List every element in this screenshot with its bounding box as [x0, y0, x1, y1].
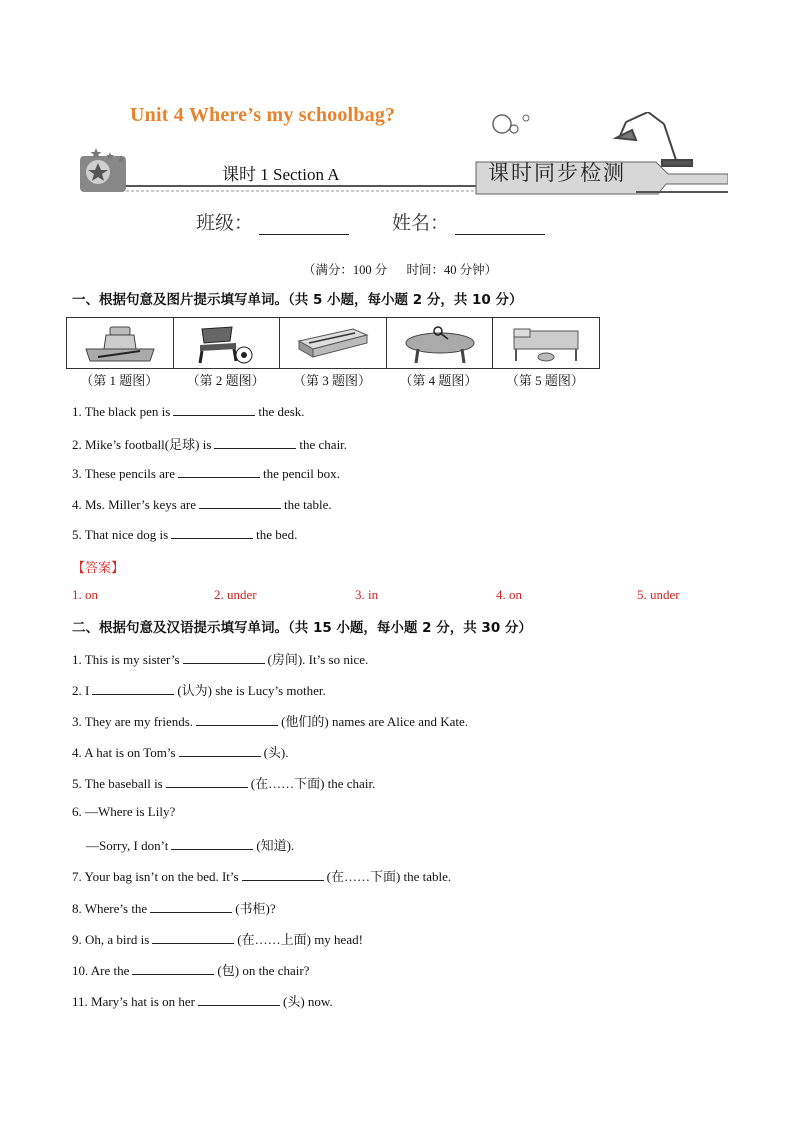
s2-question-3: 3. They are my friends. (他们的) names are Alice and Kate. — [72, 714, 469, 729]
answer-5: 5. under — [637, 587, 680, 602]
name-blank[interactable] — [455, 214, 545, 235]
s2-question-4: 4. A hat is on Tom’s (头). — [72, 745, 289, 760]
s2-question-11: 11. Mary’s hat is on her (头) now. — [72, 994, 333, 1009]
s2-question-9: 9. Oh, a bird is (在……上面) my head! — [72, 932, 363, 947]
s2-question-10: 10. Are the (包) on the chair? — [72, 963, 310, 978]
picture-cell-3 — [280, 318, 387, 368]
answer-blank[interactable] — [166, 775, 248, 788]
answer-blank[interactable] — [173, 403, 255, 416]
s1-question-5: 5. That nice dog is the bed. — [72, 527, 298, 542]
answer-blank[interactable] — [178, 465, 260, 478]
name-label: 姓名： — [392, 212, 450, 234]
section2-heading: 二、根据句意及汉语提示填写单词。（共 15 小题，每小题 2 分，共 30 分） — [72, 620, 532, 636]
lesson-title: 课时 1 Section A — [222, 165, 340, 184]
s2-question-2: 2. I (认为) she is Lucy’s mother. — [72, 683, 326, 698]
answer-2: 2. under — [214, 587, 257, 602]
picture-table — [66, 317, 600, 369]
caption-1: （第 1 题图） — [80, 373, 159, 388]
full-score: （满分：100 分 — [302, 263, 388, 277]
picture-captions — [66, 370, 598, 389]
badge-title: 课时同步检测 — [488, 161, 626, 185]
class-blank[interactable] — [259, 214, 349, 235]
answer-blank[interactable] — [171, 526, 253, 539]
answer-blank[interactable] — [152, 931, 234, 944]
picture-cell-5 — [493, 318, 599, 368]
s2-question-6-reply: —Sorry, I don’t (知道). — [86, 838, 295, 853]
caption-2: （第 2 题图） — [186, 373, 265, 388]
s2-question-6: 6. —Where is Lily? — [72, 804, 176, 819]
star-badge-icon — [80, 148, 126, 192]
caption-3: （第 3 题图） — [293, 373, 372, 388]
class-label: 班级： — [196, 212, 254, 234]
picture-cell-2 — [174, 318, 281, 368]
pencil-box-picture — [293, 321, 373, 365]
picture-cell-4 — [387, 318, 494, 368]
s2-question-8: 8. Where’s the (书柜)? — [72, 901, 276, 916]
name-field — [392, 208, 545, 235]
answer-blank[interactable] — [171, 837, 253, 850]
score-info — [0, 260, 800, 278]
header-banner — [76, 112, 728, 198]
desk-lamp-icon — [616, 112, 692, 166]
answer-blank[interactable] — [242, 868, 324, 881]
answer-blank[interactable] — [92, 682, 174, 695]
keys-table-picture — [400, 321, 480, 365]
class-field — [196, 208, 349, 235]
s1-question-2: 2. Mike’s football(足球) is the chair. — [72, 437, 348, 452]
answer-label: 【答案】 — [72, 560, 125, 575]
answer-3: 3. in — [355, 587, 379, 602]
dog-bed-picture — [506, 321, 586, 365]
s1-question-4: 4. Ms. Miller’s keys are the table. — [72, 497, 332, 512]
s2-question-5: 5. The baseball is (在……下面) the chair. — [72, 776, 376, 791]
picture-cell-1 — [67, 318, 174, 368]
answer-blank[interactable] — [214, 436, 296, 449]
chair-football-picture — [186, 321, 266, 365]
answer-blank[interactable] — [183, 651, 265, 664]
s1-question-3: 3. These pencils are the pencil box. — [72, 466, 340, 481]
answer-blank[interactable] — [198, 993, 280, 1006]
answer-blank[interactable] — [132, 962, 214, 975]
caption-5: （第 5 题图） — [505, 373, 584, 388]
time-limit: 时间：40 分钟） — [406, 263, 498, 277]
s1-question-1: 1. The black pen is the desk. — [72, 404, 305, 419]
s2-question-1: 1. This is my sister’s (房间). It’s so nice. — [72, 652, 369, 667]
answer-blank[interactable] — [199, 496, 281, 509]
s2-question-7: 7. Your bag isn’t on the bed. It’s (在……下面) the table. — [72, 869, 452, 884]
bubble-icon — [493, 115, 511, 133]
answer-1: 1. on — [72, 587, 98, 602]
answer-blank[interactable] — [150, 900, 232, 913]
inkwell-desk-picture — [80, 321, 160, 365]
caption-4: （第 4 题图） — [399, 373, 478, 388]
answer-4: 4. on — [496, 587, 522, 602]
section1-heading: 一、根据句意及图片提示填写单词。（共 5 小题，每小题 2 分，共 10 分） — [72, 292, 523, 308]
answer-blank[interactable] — [196, 713, 278, 726]
answer-blank[interactable] — [179, 744, 261, 757]
unit-title: Unit 4 Where’s my schoolbag? — [130, 104, 396, 126]
